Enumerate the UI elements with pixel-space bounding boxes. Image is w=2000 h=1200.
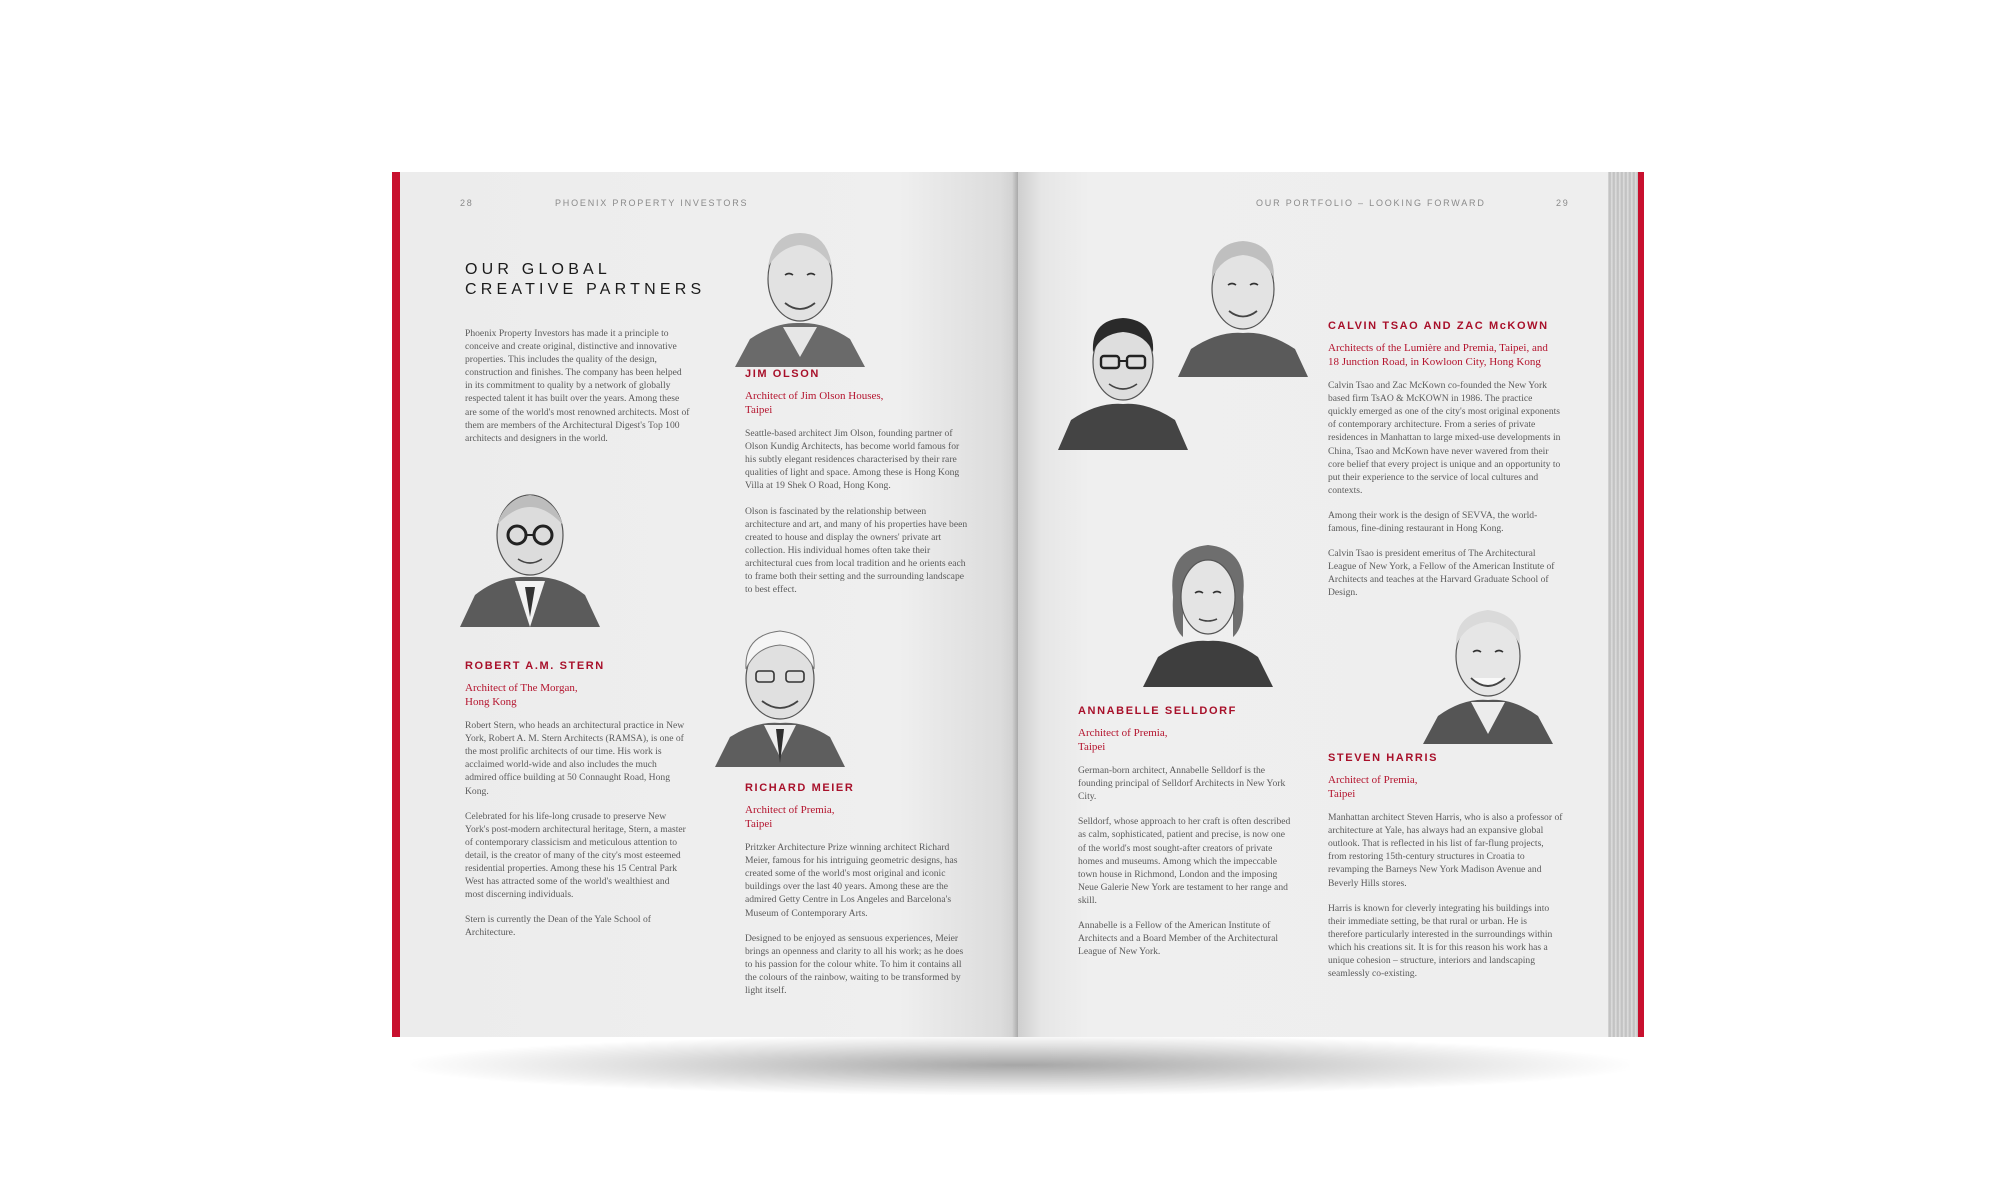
selldorf-paragraph-2: Selldorf, whose approach to her craft is often described as calm, sophisticated, patient and precise, is now one of the world's most sought-after creators of private homes and museums. Among which the impeccable town house in Richmond, London and the imposing Neue Galerie New York are testament to her range and skill. — [1078, 816, 1291, 906]
tsao-role-line-1: Architects of the Lumière and Premia, Taipei, and — [1328, 342, 1548, 355]
selldorf-paragraph-3: Annabelle is a Fellow of the American Institute of Architects and a Board Member of the Architectural League of New York. — [1078, 920, 1279, 958]
intro-block — [465, 327, 690, 457]
left-page — [392, 172, 1025, 1037]
meier-name: RICHARD MEIER — [745, 782, 855, 794]
tsao-mckown-block — [1328, 320, 1563, 612]
meier-paragraph-1: Pritzker Architecture Prize winning architect Richard Meier, famous for his intriguing geometric designs, has created some of the world's most original and iconic buildings over the last 40 years. Among these are the admired Getty Centre in Los Angeles and Barcelona's Museum of Contemporary Arts. — [745, 842, 958, 919]
stern-block — [465, 660, 690, 952]
olson-name: JIM OLSON — [745, 368, 820, 380]
title-line-1: OUR GLOBAL — [465, 261, 612, 278]
selldorf-paragraph-1: German-born architect, Annabelle Selldorf is the founding principal of Selldorf Architects in New York City. — [1078, 765, 1286, 803]
intro-text: Phoenix Property Investors has made it a principle to conceive and create original, distinctive and innovative properties. This includes the quality of the design, construction and finishes. The company has been helped in its commitment to quality by a network of globally respected talent it has built over the years. Among these are some of the world's most renowned architects. Most of them are members of the Architectural Digest's Top 100 architects and designers in the world. — [465, 328, 690, 444]
page-number-right: 29 — [1556, 198, 1570, 208]
olson-paragraph-2: Olson is fascinated by the relationship between architecture and art, and many of his properties have been created to house and display the owners' private art collection. His individual homes often take their architectural cues from local tradition and he orients each to frame both their setting and the surrounding landscape to best effect. — [745, 505, 968, 596]
tsao-mckown-name: CALVIN TSAO AND ZAC McKOWN — [1328, 320, 1549, 332]
olson-role-line-2: Taipei — [745, 404, 773, 417]
right-page — [1018, 172, 1610, 1037]
meier-role — [745, 803, 970, 831]
selldorf-block — [1078, 705, 1293, 970]
running-header-right: OUR PORTFOLIO – LOOKING FORWARD — [1256, 198, 1486, 208]
meier-role-line-1: Architect of Premia, — [745, 804, 835, 817]
selldorf-name: ANNABELLE SELLDORF — [1078, 705, 1237, 717]
selldorf-role-line-1: Architect of Premia, — [1078, 727, 1168, 740]
tsao-role-line-2: 18 Junction Road, in Kowloon City, Hong Kong — [1328, 356, 1541, 369]
meier-block — [745, 782, 970, 1009]
selldorf-role-line-2: Taipei — [1078, 741, 1106, 754]
harris-role-line-1: Architect of Premia, — [1328, 774, 1418, 787]
olson-block — [745, 368, 970, 608]
annabelle-selldorf-portrait — [1133, 527, 1283, 687]
harris-role — [1328, 773, 1563, 801]
page-title — [465, 260, 705, 300]
page-edges — [1608, 172, 1644, 1037]
richard-meier-portrait — [700, 617, 860, 767]
olson-paragraph-1: Seattle-based architect Jim Olson, founding partner of Olson Kundig Architects, has become world famous for his subtly elegant residences characterised by their rare qualities of light and space. Among these is Hong Kong Villa at 19 Shek O Road, Hong Kong. — [745, 428, 960, 492]
robert-stern-portrait — [455, 477, 605, 627]
stern-paragraph-2: Celebrated for his life-long crusade to preserve New York's post-modern architectural heritage, Stern, a master of contemporary classicism and meticulous attention to detail, is the creator of many of the city's most esteemed residential properties. Among these his 15 Central Park West has attracted some of the world's wealthiest and most discerning individuals. — [465, 810, 686, 901]
jim-olson-portrait — [725, 217, 875, 367]
calvin-tsao-portrait — [1053, 300, 1193, 450]
olson-role — [745, 389, 970, 417]
stern-paragraph-1: Robert Stern, who heads an architectural practice in New York, Robert A. M. Stern Architects (RAMSA), is one of the most prolific architects of our time. His work is acclaimed world-wide and also includes the much admired office building at 50 Connaught Road, Hong Kong. — [465, 720, 685, 797]
page-number-left: 28 — [460, 198, 474, 208]
stern-role-line-2: Hong Kong — [465, 696, 517, 709]
harris-name: STEVEN HARRIS — [1328, 752, 1439, 764]
selldorf-role — [1078, 726, 1293, 754]
stern-name: ROBERT A.M. STERN — [465, 660, 605, 672]
tsao-mckown-role — [1328, 341, 1563, 369]
meier-role-line-2: Taipei — [745, 818, 773, 831]
harris-paragraph-1: Manhattan architect Steven Harris, who is also a professor of architecture at Yale, has always had an expansive global outlook. That is reflected in his list of far-flung projects, from restoring 15th-century structures in Croatia to revamping the Barneys New York Madison Avenue and Beverly Hills stores. — [1328, 812, 1563, 889]
harris-paragraph-2: Harris is known for cleverly integrating his buildings into their immediate setting, be that rural or urban. He is therefore particularly interested in the surroundings within which his creations sit. It is for this reason his work has a unique cohesion – structure, interiors and landscaping seamlessly co-existing. — [1328, 902, 1553, 980]
zac-mckown-portrait — [1173, 227, 1313, 377]
steven-harris-portrait — [1413, 594, 1563, 744]
running-header-left: PHOENIX PROPERTY INVESTORS — [555, 198, 749, 208]
olson-role-line-1: Architect of Jim Olson Houses, — [745, 390, 884, 403]
tsao-paragraph-3: Calvin Tsao is president emeritus of The Architectural League of New York, a Fellow of the American Institute of Architects and teaches at the Harvard Graduate School of Design. — [1328, 548, 1555, 599]
stern-paragraph-3: Stern is currently the Dean of the Yale School of Architecture. — [465, 914, 651, 939]
meier-paragraph-2: Designed to be enjoyed as sensuous experiences, Meier brings an openness and clarity to all his work; as he does to his passion for the colour white. To him it contains all the colours of the rainbow, waiting to be transformed by light itself. — [745, 932, 964, 997]
harris-role-line-2: Taipei — [1328, 788, 1356, 801]
tsao-paragraph-2: Among their work is the design of SEVVA, the world-famous, fine-dining restaurant in Hong Kong. — [1328, 509, 1538, 535]
title-line-2: CREATIVE PARTNERS — [465, 281, 706, 298]
harris-block — [1328, 752, 1563, 992]
tsao-paragraph-1: Calvin Tsao and Zac McKown co-founded the New York based firm TsAO & McKOWN in 1986. The practice quickly emerged as one of the city's most original exponents of contemporary architecture. From a series of private residences in Manhattan to large mixed-use developments in China, Tsao and McKown have never wavered from their core belief that every project is unique and an opportunity to put their experience to the service of local cultures and contexts. — [1328, 380, 1561, 496]
stern-role-line-1: Architect of The Morgan, — [465, 682, 578, 695]
book-shadow — [410, 1035, 1630, 1095]
stern-role — [465, 681, 690, 709]
